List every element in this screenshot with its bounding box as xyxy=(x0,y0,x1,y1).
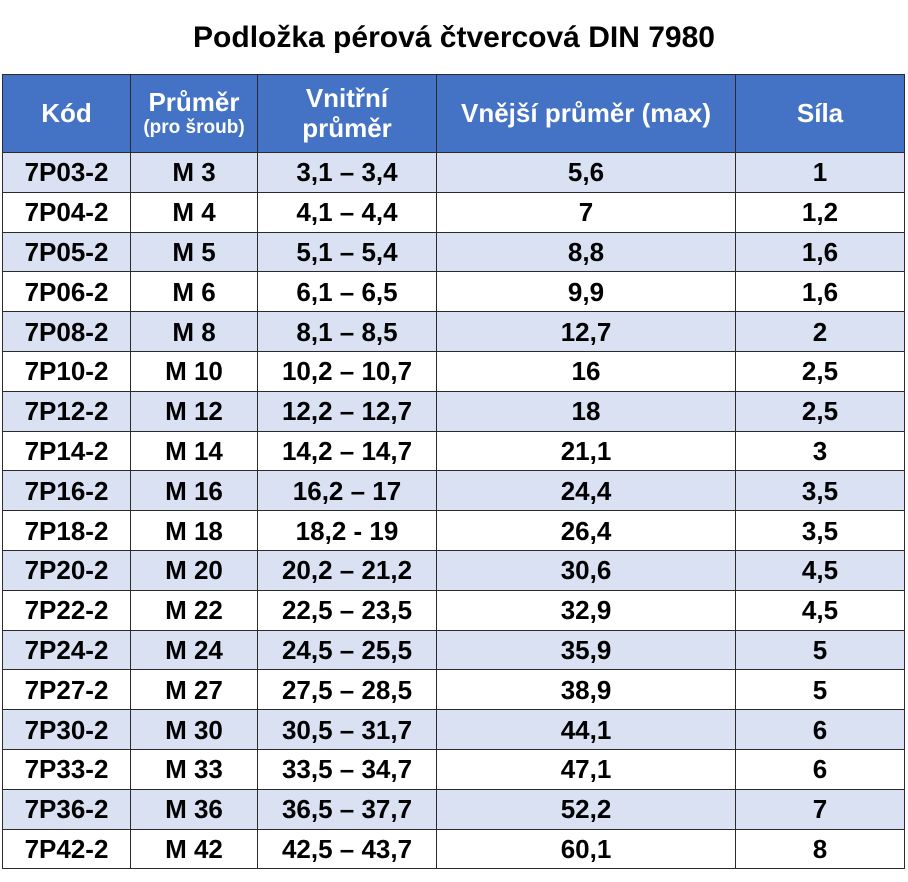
cell-thickness: 1,6 xyxy=(736,272,905,312)
cell-inner-diameter: 4,1 – 4,4 xyxy=(258,192,437,232)
table-row xyxy=(3,312,905,352)
cell-code: 7P04-2 xyxy=(3,192,131,232)
cell-thickness: 2,5 xyxy=(736,351,905,391)
header-diameter xyxy=(131,75,258,153)
page-title: Podložka pérová čtvercová DIN 7980 xyxy=(193,21,715,54)
cell-code: 7P30-2 xyxy=(3,710,131,750)
cell-diameter: M 24 xyxy=(131,630,258,670)
table-row xyxy=(3,431,905,471)
cell-code: 7P18-2 xyxy=(3,511,131,551)
cell-thickness: 6 xyxy=(736,710,905,750)
table-row xyxy=(3,550,905,590)
cell-code: 7P06-2 xyxy=(3,272,131,312)
cell-outer-diameter: 38,9 xyxy=(437,670,736,710)
cell-outer-diameter: 5,6 xyxy=(437,153,736,193)
cell-code: 7P36-2 xyxy=(3,789,131,829)
cell-thickness: 7 xyxy=(736,789,905,829)
cell-code: 7P42-2 xyxy=(3,829,131,869)
cell-code: 7P27-2 xyxy=(3,670,131,710)
cell-inner-diameter: 14,2 – 14,7 xyxy=(258,431,437,471)
cell-thickness: 4,5 xyxy=(736,550,905,590)
table-row xyxy=(3,710,905,750)
cell-thickness: 3,5 xyxy=(736,511,905,551)
header-outer-diameter: Vnější průměr (max) xyxy=(437,75,736,153)
cell-code: 7P16-2 xyxy=(3,471,131,511)
cell-outer-diameter: 18 xyxy=(437,391,736,431)
table-row xyxy=(3,232,905,272)
cell-outer-diameter: 47,1 xyxy=(437,749,736,789)
cell-diameter: M 22 xyxy=(131,590,258,630)
cell-diameter: M 14 xyxy=(131,431,258,471)
cell-outer-diameter: 26,4 xyxy=(437,511,736,551)
cell-code: 7P24-2 xyxy=(3,630,131,670)
table-row xyxy=(3,511,905,551)
cell-diameter: M 36 xyxy=(131,789,258,829)
table-row xyxy=(3,351,905,391)
cell-outer-diameter: 8,8 xyxy=(437,232,736,272)
cell-outer-diameter: 7 xyxy=(437,192,736,232)
cell-code: 7P20-2 xyxy=(3,550,131,590)
cell-code: 7P14-2 xyxy=(3,431,131,471)
cell-thickness: 8 xyxy=(736,829,905,869)
cell-thickness: 5 xyxy=(736,670,905,710)
table-row xyxy=(3,192,905,232)
cell-outer-diameter: 12,7 xyxy=(437,312,736,352)
cell-code: 7P33-2 xyxy=(3,749,131,789)
cell-inner-diameter: 22,5 – 23,5 xyxy=(258,590,437,630)
header-thickness: Síla xyxy=(736,75,905,153)
cell-diameter: M 3 xyxy=(131,153,258,193)
cell-diameter: M 8 xyxy=(131,312,258,352)
cell-outer-diameter: 24,4 xyxy=(437,471,736,511)
table-header-row xyxy=(3,75,905,153)
cell-outer-diameter: 21,1 xyxy=(437,431,736,471)
cell-inner-diameter: 20,2 – 21,2 xyxy=(258,550,437,590)
cell-outer-diameter: 52,2 xyxy=(437,789,736,829)
cell-inner-diameter: 30,5 – 31,7 xyxy=(258,710,437,750)
cell-diameter: M 42 xyxy=(131,829,258,869)
cell-outer-diameter: 35,9 xyxy=(437,630,736,670)
washer-table xyxy=(2,74,905,869)
cell-outer-diameter: 9,9 xyxy=(437,272,736,312)
cell-diameter: M 10 xyxy=(131,351,258,391)
cell-code: 7P12-2 xyxy=(3,391,131,431)
cell-thickness: 2 xyxy=(736,312,905,352)
cell-thickness: 3,5 xyxy=(736,471,905,511)
table-row xyxy=(3,670,905,710)
cell-code: 7P10-2 xyxy=(3,351,131,391)
cell-inner-diameter: 24,5 – 25,5 xyxy=(258,630,437,670)
header-inner-diameter: Vnitřní průměr xyxy=(258,75,437,153)
cell-diameter: M 27 xyxy=(131,670,258,710)
cell-inner-diameter: 12,2 – 12,7 xyxy=(258,391,437,431)
table-row xyxy=(3,391,905,431)
cell-diameter: M 16 xyxy=(131,471,258,511)
cell-inner-diameter: 33,5 – 34,7 xyxy=(258,749,437,789)
cell-inner-diameter: 16,2 – 17 xyxy=(258,471,437,511)
cell-diameter: M 12 xyxy=(131,391,258,431)
cell-inner-diameter: 36,5 – 37,7 xyxy=(258,789,437,829)
table-row xyxy=(3,630,905,670)
cell-diameter: M 18 xyxy=(131,511,258,551)
cell-diameter: M 30 xyxy=(131,710,258,750)
cell-diameter: M 33 xyxy=(131,749,258,789)
cell-thickness: 1,6 xyxy=(736,232,905,272)
cell-thickness: 6 xyxy=(736,749,905,789)
table-row xyxy=(3,590,905,630)
cell-thickness: 3 xyxy=(736,431,905,471)
cell-outer-diameter: 32,9 xyxy=(437,590,736,630)
cell-outer-diameter: 44,1 xyxy=(437,710,736,750)
cell-thickness: 2,5 xyxy=(736,391,905,431)
cell-code: 7P08-2 xyxy=(3,312,131,352)
cell-diameter: M 4 xyxy=(131,192,258,232)
table-row xyxy=(3,471,905,511)
cell-inner-diameter: 5,1 – 5,4 xyxy=(258,232,437,272)
cell-inner-diameter: 18,2 - 19 xyxy=(258,511,437,551)
cell-code: 7P03-2 xyxy=(3,153,131,193)
cell-thickness: 5 xyxy=(736,630,905,670)
cell-inner-diameter: 8,1 – 8,5 xyxy=(258,312,437,352)
cell-outer-diameter: 16 xyxy=(437,351,736,391)
table-row xyxy=(3,829,905,869)
cell-inner-diameter: 3,1 – 3,4 xyxy=(258,153,437,193)
cell-inner-diameter: 42,5 – 43,7 xyxy=(258,829,437,869)
table-row xyxy=(3,749,905,789)
cell-inner-diameter: 6,1 – 6,5 xyxy=(258,272,437,312)
table-row xyxy=(3,153,905,193)
cell-diameter: M 5 xyxy=(131,232,258,272)
table-row xyxy=(3,789,905,829)
cell-code: 7P05-2 xyxy=(3,232,131,272)
header-code: Kód xyxy=(3,75,131,153)
cell-thickness: 1 xyxy=(736,153,905,193)
cell-inner-diameter: 10,2 – 10,7 xyxy=(258,351,437,391)
cell-outer-diameter: 30,6 xyxy=(437,550,736,590)
table-body xyxy=(3,153,905,869)
cell-diameter: M 6 xyxy=(131,272,258,312)
table-row xyxy=(3,272,905,312)
cell-code: 7P22-2 xyxy=(3,590,131,630)
cell-inner-diameter: 27,5 – 28,5 xyxy=(258,670,437,710)
header-diameter-label: Průměr xyxy=(148,87,240,118)
cell-outer-diameter: 60,1 xyxy=(437,829,736,869)
header-diameter-sub: (pro šroub) xyxy=(143,117,245,138)
cell-thickness: 1,2 xyxy=(736,192,905,232)
cell-diameter: M 20 xyxy=(131,550,258,590)
cell-thickness: 4,5 xyxy=(736,590,905,630)
